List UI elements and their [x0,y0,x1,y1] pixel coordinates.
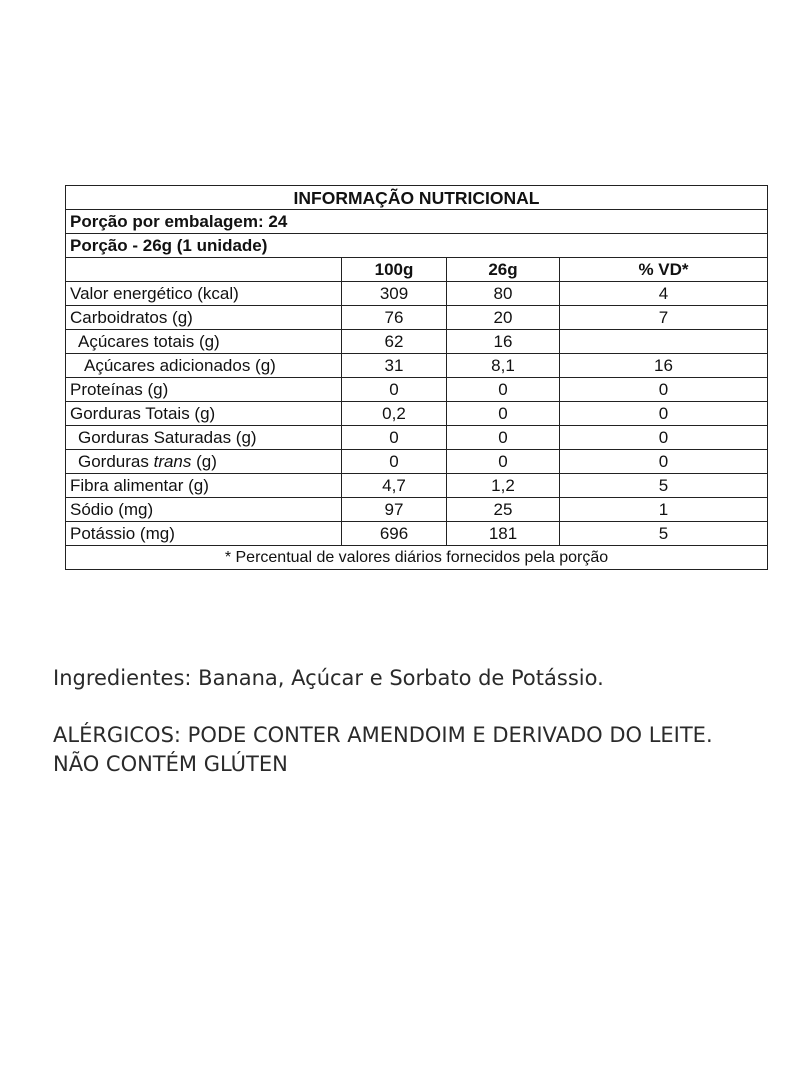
row-value-vd: 0 [560,426,768,450]
row-label-suffix: (g) [191,451,217,471]
table-row [66,498,768,522]
row-label: Potássio (mg) [66,522,342,546]
nutrition-table [65,185,768,570]
row-label: Sódio (mg) [66,498,342,522]
table-row [66,522,768,546]
row-label [66,450,342,474]
table-footnote: * Percentual de valores diários fornecidos pela porção [66,546,768,570]
header-100g: 100g [342,258,447,282]
row-value-100g: 0 [342,450,447,474]
row-value-vd: 5 [560,522,768,546]
table-row [66,474,768,498]
row-label: Fibra alimentar (g) [66,474,342,498]
table-row [66,450,768,474]
row-value-vd: 1 [560,498,768,522]
gluten-text: NÃO CONTÉM GLÚTEN [53,752,288,776]
row-label: Açúcares totais (g) [66,330,342,354]
row-value-vd [560,330,768,354]
row-value-26g: 25 [447,498,560,522]
row-value-26g: 0 [447,378,560,402]
row-value-100g: 0,2 [342,402,447,426]
row-value-26g: 8,1 [447,354,560,378]
row-value-100g: 0 [342,378,447,402]
serving-row [66,234,768,258]
row-value-vd: 0 [560,378,768,402]
table-title: INFORMAÇÃO NUTRICIONAL [66,186,768,210]
row-label: Proteínas (g) [66,378,342,402]
spacer [53,693,753,721]
header-26g: 26g [447,258,560,282]
row-value-26g: 16 [447,330,560,354]
row-label: Açúcares adicionados (g) [66,354,342,378]
table-row [66,378,768,402]
row-value-26g: 181 [447,522,560,546]
header-row [66,258,768,282]
row-value-26g: 0 [447,402,560,426]
row-value-100g: 76 [342,306,447,330]
row-value-100g: 31 [342,354,447,378]
row-value-100g: 62 [342,330,447,354]
row-label-italic: trans [153,451,192,471]
allergens-text: ALÉRGICOS: PODE CONTER AMENDOIM E DERIVADO DO LEITE. [53,723,713,747]
row-value-100g: 97 [342,498,447,522]
row-label-prefix: Gorduras [78,451,154,471]
row-value-26g: 0 [447,450,560,474]
header-vd: % VD* [560,258,768,282]
table-title-row [66,186,768,210]
row-value-vd: 5 [560,474,768,498]
row-value-26g: 0 [447,426,560,450]
row-value-26g: 1,2 [447,474,560,498]
table-row [66,402,768,426]
serving-size: Porção - 26g (1 unidade) [66,234,768,258]
row-label: Gorduras Totais (g) [66,402,342,426]
row-value-26g: 80 [447,282,560,306]
row-value-vd: 4 [560,282,768,306]
table-row [66,282,768,306]
row-value-26g: 20 [447,306,560,330]
table-row [66,306,768,330]
nutrition-table-container [65,185,767,570]
product-info-text [53,664,753,779]
servings-per-package: Porção por embalagem: 24 [66,210,768,234]
row-value-100g: 0 [342,426,447,450]
row-value-vd: 0 [560,402,768,426]
row-label: Carboidratos (g) [66,306,342,330]
footnote-row [66,546,768,570]
ingredients-text: Ingredientes: Banana, Açúcar e Sorbato de Potássio. [53,666,604,690]
row-value-vd: 0 [560,450,768,474]
table-row [66,354,768,378]
row-value-100g: 696 [342,522,447,546]
header-label [66,258,342,282]
row-label: Valor energético (kcal) [66,282,342,306]
servings-row [66,210,768,234]
row-value-100g: 309 [342,282,447,306]
row-value-vd: 16 [560,354,768,378]
row-value-vd: 7 [560,306,768,330]
table-row [66,426,768,450]
table-row [66,330,768,354]
row-value-100g: 4,7 [342,474,447,498]
row-label: Gorduras Saturadas (g) [66,426,342,450]
